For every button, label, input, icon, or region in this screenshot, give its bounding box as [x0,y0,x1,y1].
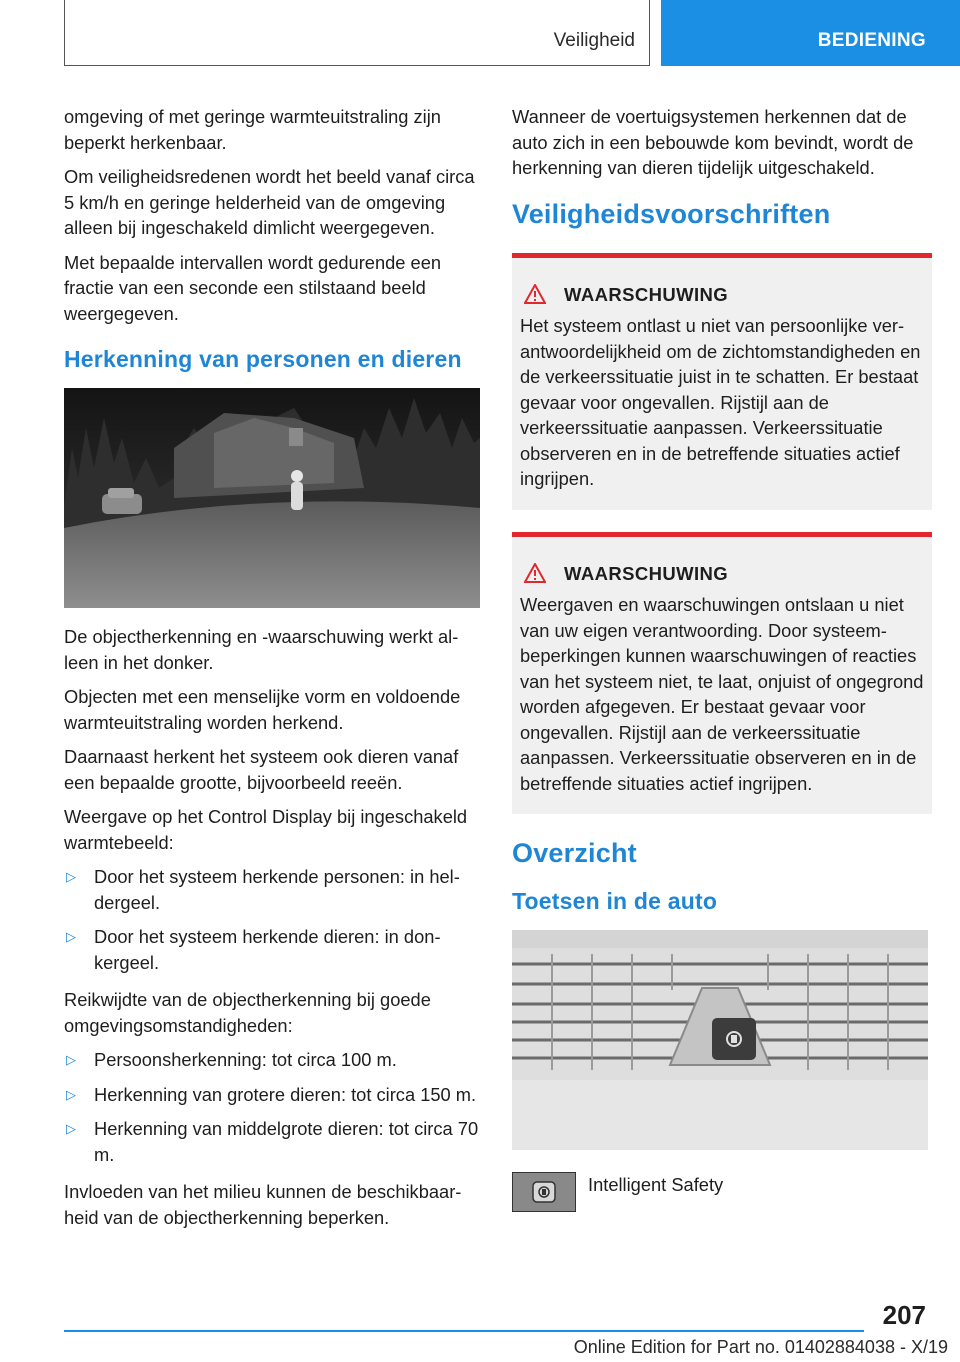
warning-title: WAARSCHUWING [564,562,729,584]
page-number: 207 [882,1300,926,1330]
triangle-bullet-icon: ▷ [66,929,76,944]
left-column [64,104,482,1239]
paragraph: Daarnaast herkent het systeem ook dieren vanaf een bepaalde grootte, bijvoorbeeld reeën. [64,746,459,793]
list-item: ▷ Persoonsherkenning: tot circa 100 m. [64,1047,482,1073]
subsection-heading: Toetsen in de auto [512,888,718,914]
warning-box [512,253,932,510]
paragraph: Met bepaalde intervallen wordt gedurende een fractie van een seconde een stilstaand beeld weergegeven. [64,251,442,324]
right-column [512,104,932,1212]
header-section-title: Veiligheid [553,30,635,51]
warning-triangle-icon [524,284,546,304]
button-location-image [512,930,928,1150]
paragraph: omgeving of met geringe warmteuitstraling zijn beperkt herkenbaar. [64,106,441,153]
warning-triangle-icon [524,563,546,583]
paragraph: Objecten met een menselijke vorm en voldoende warmteuitstraling worden herkend. [64,686,461,733]
button-legend-row [512,1172,932,1212]
warning-title: WAARSCHUWING [564,283,729,305]
header-section-box [64,0,650,66]
paragraph: Reikwijdte van de objectherkenning bij goede omgevingsomstandigheden: [64,989,431,1036]
header-chapter-tab[interactable] [661,0,960,66]
header-chapter-title: BEDIENING [817,30,926,51]
paragraph: Om veiligheidsredenen wordt het beeld vanaf circa 5 km/h en geringe helderheid van de omgeving alleen bij ingeschakeld dimlicht weergegeven. [64,166,475,238]
section-heading: Overzicht [512,838,637,868]
footer-rule [64,1330,864,1332]
list-item: ▷ Herkenning van grotere dieren: tot circa 150 m. [64,1082,482,1108]
triangle-bullet-icon: ▷ [66,869,76,884]
footer-edition: Online Edition for Part no. 01402884038 - X/19 [573,1337,948,1357]
triangle-bullet-icon: ▷ [66,1052,76,1067]
list-item: ▷ Herkenning van middelgrote dieren: tot circa 70 m. [66,1118,479,1165]
warning-text: Weergaven en waarschuwingen ontslaan u niet van uw eigen verantwoording. Door systeembeperkingen kunnen waarschuwingen of reacties van het systeem niet, te laat, onjuist of ongegrond worden afgegeven. Er bestaat gevaar voor ongevallen. Rijstijl aan de verkeerssituatie aanpassen. Verkeerssituatie observeren en in de betreffende situaties actief ingrijpen. [520,594,924,794]
paragraph: Weergave op het Control Display bij ingeschakeld warmtebeeld: [64,806,468,853]
thermal-image [64,388,480,608]
list-item: ▷ Door het systeem herkende dieren: in donkergeel. [66,926,441,973]
warning-box [512,532,932,815]
bullet-list [64,1047,482,1167]
intelligent-safety-button-icon[interactable] [512,1172,576,1212]
paragraph: De objectherkenning en -waarschuwing werkt alleen in het donker. [64,626,459,673]
triangle-bullet-icon: ▷ [66,1121,76,1136]
triangle-bullet-icon: ▷ [66,1086,76,1102]
section-heading: Herkenning van personen en dieren [64,346,462,372]
car-shield-icon [530,1181,558,1203]
warning-text: Het systeem ontlast u niet van persoonlijke verantwoordelijkheid om de zichtomstandigheden en de verkeerssituatie juist in te schatten. Er bestaat gevaar voor ongevallen. Rijstijl aan de verkeerssituatie aanpassen. Verkeerssituatie observeren en in de betreffende situaties actief ingrijpen. [520,315,921,489]
list-item: ▷ Door het systeem herkende personen: in heldergeel. [66,866,460,913]
button-legend-label: Intelligent Safety [588,1174,724,1195]
paragraph: Wanneer de voertuigsystemen herkennen dat de auto zich in een bebouwde kom bevindt, wordt de herkenning van dieren tijdelijk uitgeschakeld. [512,106,914,178]
paragraph: Invloeden van het milieu kunnen de beschikbaarheid van de objectherkenning beperken. [64,1181,462,1228]
bullet-list [64,864,482,975]
section-heading: Veiligheidsvoorschriften [512,198,831,229]
